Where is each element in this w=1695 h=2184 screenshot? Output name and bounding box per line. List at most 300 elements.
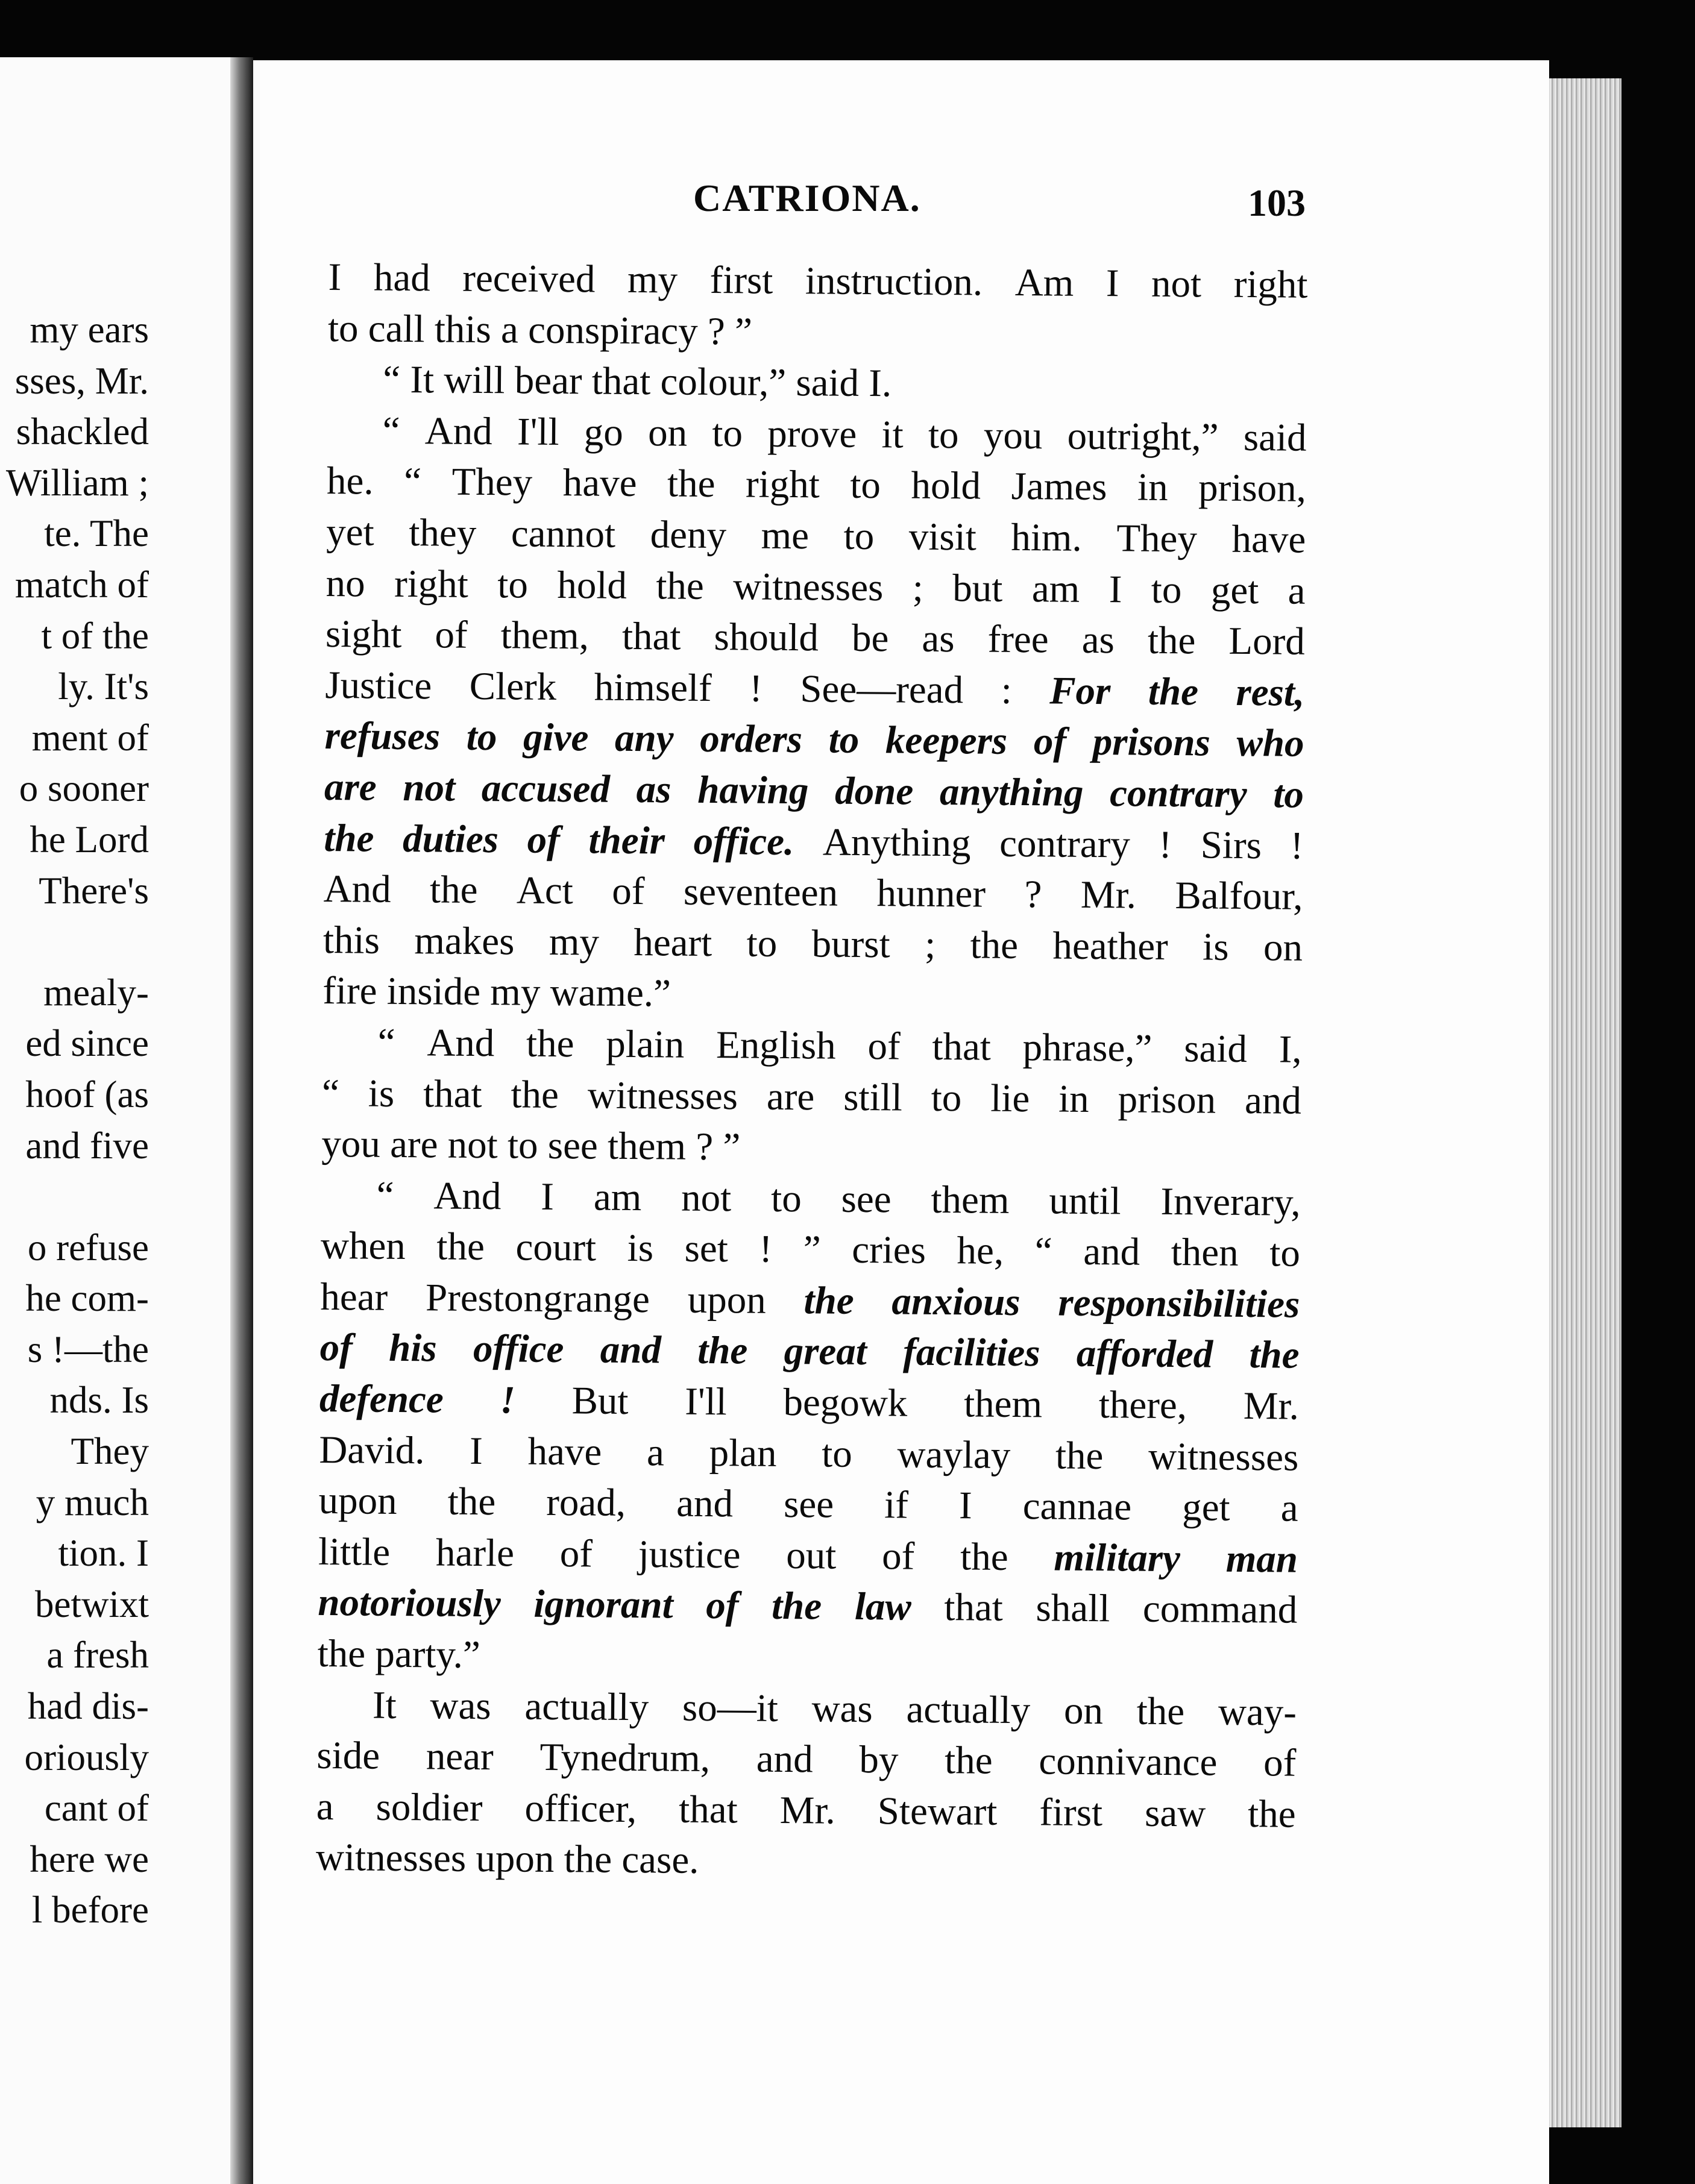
text-run: the [960,1535,1008,1579]
text-run: a [1288,569,1306,613]
text-line [318,1527,1298,1585]
left-page-line [0,916,149,967]
text-run: the [447,1480,496,1524]
text-run: is [1202,925,1229,969]
text-run: ! [749,667,763,711]
text-run: first [1039,1790,1103,1834]
text-run: cannot [511,512,616,556]
text-run: the [1147,618,1196,663]
text-run: still [843,1075,903,1120]
text-run: officer, [524,1786,637,1831]
left-page-line: s !—the [27,1328,149,1370]
text-run: English [715,1023,836,1068]
text-run: so—it [682,1686,779,1730]
text-run: and [676,1481,734,1526]
text-run: of [867,1024,901,1068]
left-page-line: ment of [31,716,149,759]
text-line [322,1067,1302,1126]
text-run: to [928,413,959,457]
text-run: command [1142,1587,1298,1633]
text-run: actually [524,1684,649,1729]
text-run: was [811,1686,873,1731]
text-line [324,711,1304,769]
text-run: It [372,1683,397,1727]
text-run: prove [767,412,857,456]
text-run: witnesses [587,1073,738,1118]
text-run: witnesses upon the case. [315,1836,699,1883]
text-run: : [1001,668,1012,712]
text-run: ! [759,1227,773,1272]
text-run: prison [1118,1077,1216,1122]
italic-text: who [1236,721,1304,766]
text-run: on [1063,1689,1104,1733]
text-line [325,609,1306,667]
italic-text: ! [500,1378,516,1422]
text-run: when [320,1224,406,1269]
text-run: to [770,1176,802,1220]
italic-text: refuses [324,714,441,759]
text-run: I [1105,262,1119,306]
left-page-line: te. The [44,512,149,555]
text-run: “ [376,1173,394,1217]
text-line [319,1373,1300,1432]
italic-text: and [600,1328,662,1372]
text-run: I [328,255,342,300]
left-page-line: They [71,1430,149,1473]
text-run: of [1263,1741,1297,1785]
text-run: sight [325,612,402,657]
text-run: himself [594,665,712,710]
italic-text: office [473,1327,564,1372]
italic-text: prisons [1092,720,1211,765]
text-run: James [1011,465,1107,509]
text-run: cries [851,1228,926,1273]
text-run: harle [435,1531,515,1575]
text-run: there, [1098,1383,1187,1428]
text-run: him. [1011,515,1083,560]
text-run: begowk [783,1381,908,1425]
text-run: right [394,562,469,606]
text-run: the [1055,1434,1104,1478]
text-run: phrase,” [1022,1025,1153,1070]
italic-text: his [388,1326,437,1370]
text-line [316,1730,1297,1789]
text-run: and [756,1737,813,1781]
text-run: heather [1052,924,1169,968]
left-page-line: l before [31,1889,149,1931]
text-run: to [497,562,529,607]
book-gutter [230,57,253,2184]
text-line [319,1322,1300,1381]
text-run: a [1280,1486,1298,1530]
text-line [322,1017,1302,1075]
italic-text: duties [402,817,499,861]
text-run: ? [1024,873,1042,917]
text-run: I'll [685,1379,728,1424]
left-page-line: cant of [44,1787,149,1830]
text-run: way- [1218,1690,1297,1734]
text-run: hear [320,1275,388,1319]
text-run: fire inside my wame.” [322,969,671,1015]
text-run: them [931,1178,1010,1222]
italic-text: their [588,818,665,862]
text-run: plan [709,1431,777,1475]
text-run: “ [382,409,400,453]
left-page-line: William ; [5,461,149,504]
text-run: “ [377,1020,395,1064]
left-page-line: o refuse [27,1226,149,1269]
text-run: hold [911,463,981,508]
page-edges [1549,78,1621,2127]
italic-text: facilities [902,1331,1040,1375]
text-run: witnesses [1148,1434,1299,1480]
text-run: that [944,1586,1004,1630]
left-page-line: tion. I [58,1532,149,1575]
text-run: And [427,1021,495,1065]
text-run: to call this a conspiracy ? ” [327,306,753,354]
text-run: that [423,1072,482,1116]
text-run: And [424,409,493,453]
text-run: side [316,1734,380,1778]
left-page-line: here we [30,1837,149,1880]
text-line [324,813,1304,871]
text-run: justice [638,1532,741,1577]
text-run: had [373,256,431,300]
text-run: seventeen [683,870,838,915]
left-page-line: y much [36,1481,149,1523]
italic-text: accused [481,766,611,811]
text-run: Prestongrange [425,1276,650,1322]
text-run: me [761,513,810,558]
italic-text: of [319,1326,353,1370]
text-run: Sirs [1200,823,1262,867]
left-page-line: a fresh [46,1634,149,1677]
text-run: a [646,1430,665,1475]
text-run: see [783,1483,834,1527]
text-run: the [1136,1689,1185,1733]
text-run: if [884,1483,909,1527]
text-line [324,762,1304,820]
text-line [323,915,1303,973]
left-page-line: There's [39,869,149,912]
italic-text: to [1273,773,1304,817]
text-run: first [709,258,773,303]
text-line [317,1680,1297,1738]
italic-text: ignorant [533,1583,673,1627]
italic-text: great [784,1329,867,1374]
text-line [327,456,1307,514]
italic-text: of [527,818,561,862]
text-line [328,303,1308,362]
text-line [321,1119,1301,1177]
text-run: outright,” [1067,414,1219,459]
text-run: as [922,617,955,661]
text-line [321,1220,1301,1279]
italic-text: man [1225,1537,1298,1581]
text-run: saw [1144,1791,1206,1836]
italic-text: office. [693,819,794,864]
text-run: in [1058,1077,1089,1121]
text-run: that [932,1025,992,1069]
text-run: go [583,410,624,454]
text-run: to [843,514,875,559]
italic-text: the [697,1329,748,1373]
text-run: he, [957,1229,1004,1273]
text-run: you [983,413,1043,458]
left-page-line: match of [14,563,149,606]
text-run: hold [557,563,627,607]
text-line [321,1170,1301,1228]
italic-text: of [1033,720,1067,764]
italic-text: anything [939,770,1084,815]
text-run: waylay [897,1432,1011,1477]
text-run: But [571,1379,629,1423]
text-run: them, [500,613,590,658]
text-run: the [667,462,715,506]
text-run: burst [811,922,890,967]
italic-text: responsibilities [1058,1281,1300,1326]
text-run: I [1109,567,1122,611]
text-run: it [881,412,904,457]
text-run: Justice [325,663,432,708]
text-line [316,1781,1296,1840]
text-run: “ [1034,1229,1052,1273]
text-run: Mr. [779,1788,836,1833]
text-run: Mr. [1080,873,1137,917]
text-run: connivance [1039,1739,1218,1784]
text-run: the party.” [317,1631,481,1677]
text-run: Lord [1228,619,1306,664]
text-run: them [963,1382,1043,1426]
text-run: Stewart [877,1789,998,1834]
text-run: cannae [1022,1484,1132,1529]
text-run: in [1137,465,1168,510]
text-run: this [322,918,380,962]
text-run: to [822,1432,853,1476]
text-run: heart [634,920,712,965]
text-run: I [958,1484,972,1528]
text-run: “ It will bear that colour,” said I. [383,357,892,406]
left-page-line: mealy- [43,971,149,1014]
text-run: you are not to see them ? ” [321,1122,741,1169]
text-run: ; [912,566,924,610]
text-run: set [684,1226,729,1271]
text-run: ; [924,923,936,967]
text-run: David. [319,1428,425,1472]
text-run: as [1081,618,1115,662]
text-run: plain [606,1022,685,1067]
text-run: Balfour, [1175,874,1303,918]
text-run: the [429,868,478,912]
text-run: They [451,460,533,505]
text-run: right [745,462,820,507]
text-run: get [1181,1486,1230,1530]
text-run: lie [990,1076,1030,1120]
text-run: am [1031,566,1080,611]
text-run: Anything [822,820,971,865]
text-run: until [1049,1179,1121,1223]
text-line [318,1475,1298,1534]
text-run: by [859,1738,899,1782]
text-run: but [952,566,1003,610]
left-page-line: nds. Is [49,1379,149,1422]
italic-text: to [466,715,497,759]
text-run: said [1243,415,1307,460]
text-run: not [681,1176,732,1220]
text-run: “ [403,460,422,504]
text-line [325,660,1305,718]
text-run: the [436,1225,485,1269]
left-page [0,57,230,2184]
left-page-line: ly. It's [58,665,149,708]
text-run: free [987,617,1049,662]
left-page-line: he com- [25,1277,149,1320]
left-page-line: and five [25,1124,149,1167]
text-run: that [621,615,681,659]
text-run: the [511,1072,559,1117]
italic-text: defence [319,1377,444,1422]
text-run: to [1151,568,1182,612]
text-run: the [944,1739,993,1783]
running-head: CATRIONA. [693,177,921,219]
text-line [328,252,1308,310]
text-line [318,1577,1298,1636]
text-line [326,507,1306,565]
italic-text: keepers [885,718,1008,764]
text-run: See—read [800,667,964,712]
italic-text: the [771,1584,822,1628]
text-run: a [316,1784,334,1828]
text-run: to [931,1076,962,1120]
text-run: to [746,921,778,965]
text-run: I'll [517,410,559,454]
text-run: to [1269,1231,1301,1275]
italic-text: the [1249,1333,1300,1378]
text-line [325,558,1306,617]
left-page-line: ed since [25,1022,149,1065]
text-run: received [462,256,596,301]
text-run: the [1247,1792,1296,1836]
text-run: that [678,1787,738,1832]
left-page-line: betwixt [35,1583,149,1625]
text-run: of [881,1534,915,1578]
italic-text: to [828,718,860,762]
text-run: get [1210,568,1259,612]
italic-text: done [834,769,914,814]
text-line [317,1628,1297,1687]
text-run: was [430,1684,491,1728]
text-run: And [323,867,391,911]
text-run: he. [326,459,374,503]
text-run: have [1231,517,1306,562]
text-run: Mr. [1243,1384,1300,1428]
text-run: yet [326,510,375,554]
italic-text: afforded [1076,1332,1213,1377]
text-run: of [435,613,468,657]
text-run: ” [803,1228,821,1272]
text-run: “ [321,1071,340,1115]
italic-text: notoriously [318,1581,502,1626]
text-run: Act [516,868,574,913]
text-run: the [526,1021,574,1066]
text-run: is [368,1072,395,1116]
text-run: and [1244,1078,1302,1123]
text-run: of [611,869,645,914]
text-run: court [515,1225,597,1270]
text-run: prison, [1198,466,1307,511]
left-page-line: sses, Mr. [14,359,149,402]
text-run: instruction. [805,259,983,304]
text-run: no [325,561,365,606]
left-page-line: o sooner [19,767,149,810]
text-run: should [714,615,819,660]
text-run: of [559,1531,593,1576]
left-page-text [0,304,149,1936]
text-run: on [1263,925,1303,970]
text-run: They [1116,516,1198,561]
italic-text: contrary [1109,771,1247,816]
text-line [320,1272,1300,1330]
italic-text: For [1049,669,1111,713]
italic-text: are [324,765,377,809]
text-run: hunner [876,871,986,916]
text-run: is [627,1226,654,1270]
text-run: I [541,1175,555,1219]
text-run: am [593,1175,642,1219]
left-page-line: hoof (as [25,1073,149,1116]
text-run: contrary [999,821,1131,867]
text-run: actually [906,1687,1031,1732]
italic-text: having [697,768,809,813]
text-run: have [562,461,637,506]
text-run: ! [1290,824,1304,868]
text-run: little [318,1530,391,1574]
text-run: Tynedrum, [539,1736,711,1781]
left-page-line: t of the [41,614,149,657]
text-run: visit [908,515,977,559]
text-run: be [851,616,889,661]
italic-text: as [636,767,671,812]
text-run: deny [650,513,727,557]
text-run: out [786,1533,837,1578]
italic-text: not [403,765,456,810]
text-run: see [841,1177,892,1222]
italic-text: of [706,1584,739,1628]
text-line [319,1425,1299,1483]
text-run: I [469,1429,483,1473]
page-number: 103 [1248,181,1306,224]
text-run: upon [687,1278,767,1322]
text-run: Clerk [469,664,557,709]
italic-text: the [324,816,374,861]
italic-text: give [523,715,589,760]
text-run: the [970,923,1019,967]
text-run: upon [318,1479,398,1523]
text-line [327,405,1307,463]
text-run: soldier [376,1785,483,1830]
italic-text: orders [699,717,803,762]
text-run: are [766,1075,815,1119]
text-run: to [712,411,743,456]
italic-text: the [803,1279,854,1323]
text-run: witnesses [732,564,884,609]
text-run: near [426,1734,494,1779]
text-run: ! [1159,823,1172,867]
text-run: makes [414,918,515,964]
text-run: the [656,563,705,608]
text-run: they [409,511,477,555]
left-page-line: oriously [24,1736,149,1778]
